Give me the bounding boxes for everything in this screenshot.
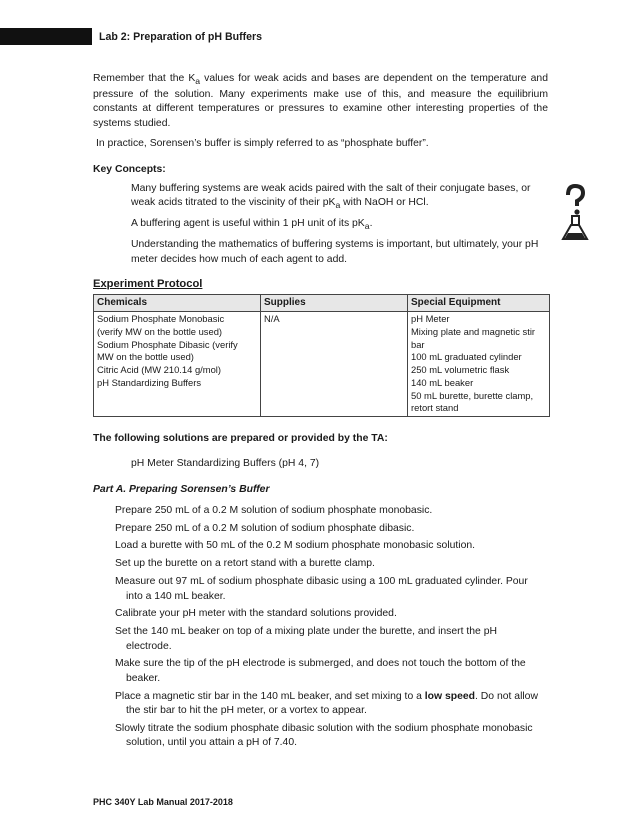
equipment-line: 50 mL burette, burette clamp, — [411, 389, 534, 401]
page-content — [93, 72, 548, 754]
supplies-cell — [261, 312, 408, 417]
header-bar — [0, 28, 92, 45]
pka-subscript: a — [364, 221, 370, 232]
prepared-solution-item: pH Meter Standardizing Buffers (pH 4, 7) — [131, 458, 320, 470]
chemical-line: Sodium Phosphate Monobasic — [97, 313, 225, 325]
equipment-line: 100 mL graduated cylinder — [411, 351, 522, 363]
protocol-step: Set up the burette on a retort stand with a burette clamp. — [115, 558, 375, 570]
protocol-step: Slowly titrate the sodium phosphate dibasic solution with the sodium phosphate monobasic solution, until you attain a pH of 7.40. — [115, 722, 533, 749]
ka-subscript: a — [195, 76, 201, 87]
page-header-title: Lab 2: Preparation of pH Buffers — [99, 31, 263, 43]
protocol-step: Load a burette with 50 mL of the 0.2 M sodium phosphate monobasic solution. — [115, 540, 476, 552]
key-concept-text-cont: . — [369, 218, 373, 230]
page-footer: PHC 340Y Lab Manual 2017-2018 — [93, 797, 233, 807]
equipment-line: retort stand — [411, 402, 459, 414]
column-header-chemicals: Chemicals — [94, 295, 261, 312]
key-concept-text-cont: with NaOH or HCl. — [340, 197, 429, 209]
flask-question-icon — [560, 183, 590, 243]
key-concepts-list — [131, 182, 543, 267]
table-header-row — [94, 295, 550, 312]
intro-paragraph — [93, 72, 548, 131]
equipment-cell — [408, 312, 550, 417]
prepared-solutions-heading: The following solutions are prepared or provided by the TA: — [93, 433, 388, 445]
chemical-line: pH Standardizing Buffers — [97, 376, 202, 388]
supply-line: N/A — [264, 313, 280, 325]
equipment-line: pH Meter — [411, 313, 450, 325]
protocol-table — [93, 294, 550, 417]
key-concept-text: Many buffering systems are weak acids paired with the salt of their conjugate bases, or weak acids titrated to the viscinity of their pK — [131, 182, 531, 209]
protocol-step — [115, 690, 545, 719]
key-concept-item — [131, 217, 543, 233]
equipment-line: 250 mL volumetric flask — [411, 364, 510, 376]
protocol-step: Set the 140 mL beaker on top of a mixing plate under the burette, and insert the pH electrode. — [115, 626, 498, 652]
column-header-equipment: Special Equipment — [408, 295, 550, 312]
key-concepts-heading: Key Concepts: — [93, 164, 166, 176]
chemical-line: Citric Acid (MW 210.14 g/mol) — [97, 364, 221, 376]
step-text-cont: . Do not allow the stir bar to hit the pH meter, or a vortex to appear. — [126, 690, 538, 717]
step-text: Place a magnetic stir bar in the 140 mL beaker, and set mixing to a — [115, 690, 425, 702]
low-speed-emphasis: low speed — [424, 690, 476, 702]
key-concept-item: Understanding the mathematics of buffering systems is important, but ultimately, your pH meter decides how much of each agent to add. — [131, 239, 539, 265]
column-header-supplies: Supplies — [261, 295, 408, 312]
phosphate-buffer-note: In practice, Sorensen’s buffer is simply referred to as “phosphate buffer”. — [96, 138, 429, 150]
pka-subscript: a — [335, 200, 341, 211]
experiment-protocol-heading: Experiment Protocol — [93, 277, 203, 290]
part-a-steps — [115, 504, 545, 751]
equipment-line: 140 mL beaker — [411, 376, 474, 388]
intro-text-cont: values for weak acids and bases are dependent on the temperature and pressure of the solution. Many experiments make use of this, and measure the equilibrium constants at different temperatures or pressures to examine other interesting properties of the systems studied. — [93, 73, 548, 129]
chemical-line: MW on the bottle used) — [97, 351, 194, 363]
intro-text: Remember that the K — [93, 73, 196, 84]
chemical-line: Sodium Phosphate Dibasic (verify — [97, 338, 238, 350]
protocol-step: Make sure the tip of the pH electrode is submerged, and does not touch the bottom of the beaker. — [115, 658, 526, 684]
chemicals-cell — [94, 312, 261, 417]
protocol-step: Calibrate your pH meter with the standard solutions provided. — [115, 608, 397, 620]
protocol-step: Measure out 97 mL of sodium phosphate dibasic using a 100 mL graduated cylinder. Pour into a 140 mL beaker. — [115, 576, 528, 602]
protocol-step: Prepare 250 mL of a 0.2 M solution of sodium phosphate monobasic. — [115, 504, 433, 516]
chemical-line: (verify MW on the bottle used) — [97, 325, 223, 337]
table-row — [94, 312, 550, 417]
protocol-step: Prepare 250 mL of a 0.2 M solution of sodium phosphate dibasic. — [115, 522, 415, 534]
equipment-line: bar — [411, 338, 425, 350]
equipment-line: Mixing plate and magnetic stir — [411, 325, 536, 337]
key-concept-item — [131, 182, 543, 212]
key-concept-text: A buffering agent is useful within 1 pH unit of its pK — [131, 218, 365, 230]
part-a-heading: Part A. Preparing Sorensen’s Buffer — [93, 484, 270, 496]
